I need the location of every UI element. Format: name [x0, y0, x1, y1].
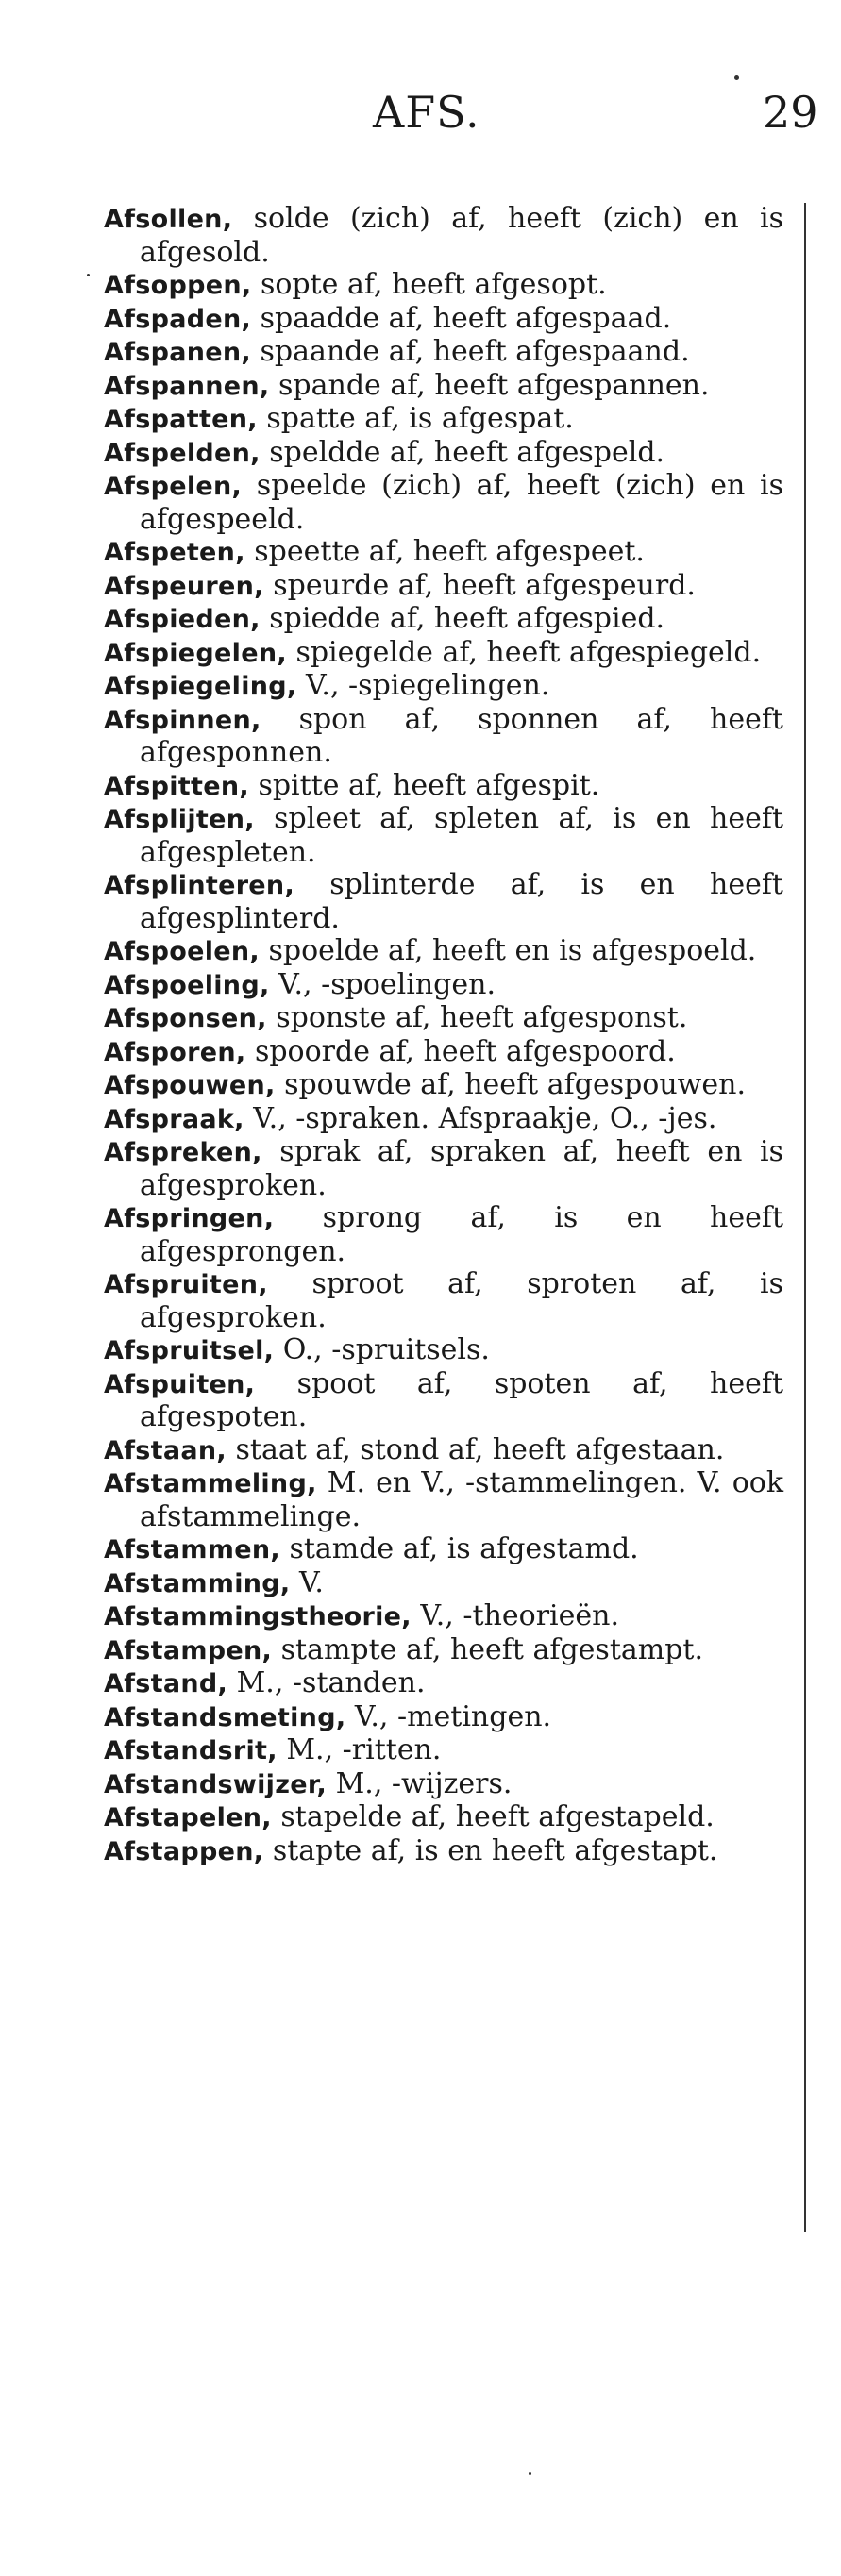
entry-headword: Afspruitsel,	[104, 1336, 275, 1365]
entry-headword: Afspringen,	[104, 1204, 275, 1233]
entry-definition: spouwde af, heeft afgespouwen.	[275, 1068, 746, 1101]
dictionary-entry	[104, 203, 783, 269]
entry-definition: M., -standen.	[227, 1666, 426, 1699]
dictionary-entry	[104, 536, 783, 570]
dictionary-entry	[104, 670, 783, 704]
dictionary-entries	[104, 203, 783, 1868]
print-speck	[734, 75, 739, 80]
dictionary-entry	[104, 570, 783, 604]
entry-headword: Afstapelen,	[104, 1803, 272, 1832]
dictionary-entry	[104, 1136, 783, 1202]
running-head: AFS.	[373, 87, 480, 138]
entry-definition: M., -ritten.	[277, 1733, 442, 1766]
dictionary-entry	[104, 1467, 783, 1533]
print-speck	[529, 2472, 531, 2475]
dictionary-entry	[104, 1734, 783, 1768]
entry-definition: V.	[290, 1565, 324, 1599]
entry-definition: stamde af, is afgestamd.	[279, 1532, 639, 1565]
entry-definition: sopte af, heeft afgesopt.	[251, 268, 607, 301]
dictionary-entry	[104, 1103, 783, 1137]
entry-definition: splinterde af, is en heeft afgesplinterd.	[140, 868, 783, 935]
column-rule	[804, 203, 806, 2232]
entry-headword: Afstammeling,	[104, 1469, 317, 1498]
entry-headword: Afstappen,	[104, 1836, 264, 1866]
dictionary-entry	[104, 1835, 783, 1869]
entry-definition: speette af, heeft afgespeet.	[244, 535, 645, 568]
page-header	[0, 87, 841, 153]
entry-definition: M. en V., -stammelingen. V. ook afstammelinge.	[140, 1466, 783, 1533]
dictionary-entry	[104, 1600, 783, 1634]
entry-headword: Afspuiten,	[104, 1369, 256, 1399]
dictionary-entry	[104, 336, 783, 370]
entry-definition: spiegelde af, heeft afgespiegeld.	[286, 635, 762, 669]
entry-headword: Afstampen,	[104, 1635, 273, 1665]
dictionary-entry	[104, 1567, 783, 1601]
entry-headword: Afspannen,	[104, 371, 270, 401]
entry-headword: Afsplinteren,	[104, 871, 294, 900]
entry-headword: Afspreken,	[104, 1138, 262, 1167]
entry-definition: stapte af, is en heeft afgestapt.	[263, 1833, 718, 1867]
entry-definition: speurde af, heeft afgespeurd.	[263, 568, 696, 602]
entry-definition: spoorde af, heeft afgespoord.	[245, 1034, 676, 1068]
entry-headword: Afstammen,	[104, 1535, 280, 1564]
entry-definition: V., -spiegelingen.	[296, 669, 550, 702]
entry-definition: V., -theorieën.	[411, 1599, 620, 1632]
dictionary-entry	[104, 1801, 783, 1835]
entry-headword: Afstamming,	[104, 1568, 291, 1598]
entry-headword: Afstammingstheorie,	[104, 1602, 412, 1631]
entry-headword: Afspieden,	[104, 605, 261, 634]
dictionary-entry	[104, 1002, 783, 1036]
entry-headword: Afsollen,	[104, 205, 233, 234]
entry-headword: Afspeten,	[104, 538, 245, 567]
dictionary-entry	[104, 1533, 783, 1567]
dictionary-entry	[104, 935, 783, 969]
dictionary-entry	[104, 704, 783, 770]
entry-headword: Afstaan,	[104, 1435, 227, 1465]
dictionary-entry	[104, 1368, 783, 1434]
entry-definition: spaande af, heeft afgespaand.	[250, 335, 690, 368]
dictionary-entry	[104, 803, 783, 869]
dictionary-entry	[104, 370, 783, 404]
entry-definition: sponste af, heeft afgesponst.	[266, 1001, 688, 1034]
entry-headword: Afspoeling,	[104, 970, 270, 1000]
dictionary-entry	[104, 603, 783, 637]
entry-headword: Afstandsmeting,	[104, 1702, 346, 1732]
entry-headword: Afsponsen,	[104, 1004, 267, 1033]
entry-headword: Afspitten,	[104, 771, 249, 801]
entry-definition: V., -spoelingen.	[269, 967, 496, 1001]
entry-headword: Afspatten,	[104, 405, 258, 434]
entry-headword: Afspoelen,	[104, 937, 260, 966]
entry-definition: sproot af, sproten af, is afgesproken.	[140, 1267, 783, 1334]
dictionary-entry	[104, 470, 783, 536]
entry-headword: Afspinnen,	[104, 705, 261, 735]
entry-definition: spaadde af, heeft afgespaad.	[251, 301, 672, 335]
entry-headword: Afspeuren,	[104, 571, 264, 601]
dictionary-entry	[104, 1667, 783, 1701]
entry-headword: Afspelen,	[104, 472, 243, 501]
entry-definition: spoelde af, heeft en is afgespoeld.	[259, 934, 757, 967]
entry-headword: Afstandswijzer,	[104, 1769, 328, 1799]
dictionary-entry	[104, 1334, 783, 1368]
entry-headword: Afspouwen,	[104, 1071, 276, 1100]
dictionary-entry	[104, 969, 783, 1003]
entry-headword: Afspelden,	[104, 438, 261, 468]
entry-definition: sprak af, spraken af, heeft en is afgesproken.	[140, 1135, 783, 1202]
dictionary-entry	[104, 1036, 783, 1070]
entry-headword: Afstand,	[104, 1669, 228, 1698]
dictionary-entry	[104, 869, 783, 935]
entry-headword: Afsoppen,	[104, 271, 252, 300]
entry-definition: speelde (zich) af, heeft (zich) en is afgespeeld.	[140, 469, 783, 536]
entry-definition: speldde af, heeft afgespeld.	[260, 435, 665, 469]
entry-headword: Afspanen,	[104, 338, 251, 367]
entry-headword: Afsplijten,	[104, 805, 255, 834]
entry-headword: Afspiegeling,	[104, 672, 297, 701]
entry-definition: stapelde af, heeft afgestapeld.	[271, 1800, 715, 1833]
dictionary-entry	[104, 770, 783, 804]
page-number: 29	[763, 87, 818, 138]
entry-headword: Afspruiten,	[104, 1270, 268, 1299]
entry-definition: stampte af, heeft afgestampt.	[272, 1632, 704, 1666]
entry-definition: sprong af, is en heeft afgesprongen.	[140, 1201, 783, 1268]
entry-definition: M., -wijzers.	[327, 1766, 513, 1800]
entry-headword: Afspraak,	[104, 1104, 244, 1134]
dictionary-entry	[104, 1202, 783, 1268]
entry-definition: V., -metingen.	[345, 1699, 552, 1733]
dictionary-entry	[104, 1268, 783, 1334]
dictionary-entry	[104, 269, 783, 303]
dictionary-entry	[104, 637, 783, 671]
dictionary-entry	[104, 1434, 783, 1468]
dictionary-entry	[104, 303, 783, 337]
entry-definition: spatte af, is afgespat.	[257, 402, 574, 435]
dictionary-entry	[104, 437, 783, 471]
entry-definition: spiedde af, heeft afgespied.	[260, 602, 665, 635]
entry-definition: spitte af, heeft afgespit.	[248, 768, 600, 802]
dictionary-entry	[104, 1634, 783, 1668]
entry-definition: spon af, sponnen af, heeft afgesponnen.	[140, 702, 783, 769]
entry-headword: Afspiegelen,	[104, 638, 287, 668]
dictionary-entry	[104, 403, 783, 437]
entry-headword: Afstandsrit,	[104, 1736, 278, 1765]
entry-definition: staat af, stond af, heeft afgestaan.	[226, 1432, 725, 1466]
entry-definition: spande af, heeft afgespannen.	[269, 368, 710, 402]
entry-headword: Afsporen,	[104, 1037, 246, 1067]
dictionary-entry	[104, 1069, 783, 1103]
entry-definition: O., -spruitsels.	[274, 1333, 490, 1366]
print-speck	[87, 274, 90, 276]
entry-definition: spoot af, spoten af, heeft afgespoten.	[140, 1366, 783, 1433]
entry-headword: Afspaden,	[104, 304, 252, 334]
dictionary-entry	[104, 1768, 783, 1802]
entry-definition: solde (zich) af, heeft (zich) en is afgesold.	[140, 202, 783, 269]
entry-definition: V., -spraken. Afspraakje, O., -jes.	[244, 1101, 717, 1135]
entry-definition: spleet af, spleten af, is en heeft afgespleten.	[140, 802, 783, 869]
dictionary-entry	[104, 1701, 783, 1735]
